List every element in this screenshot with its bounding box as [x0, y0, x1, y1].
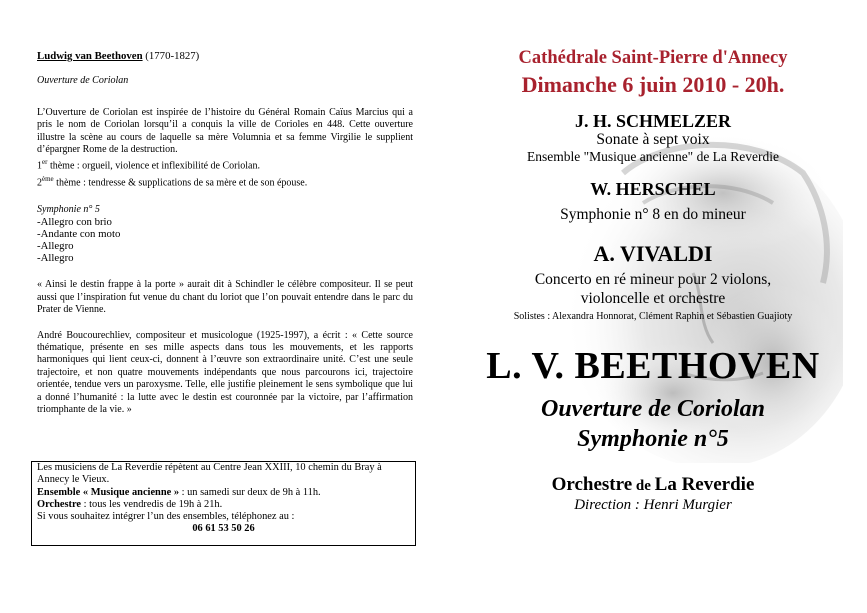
program-notes: [37, 50, 413, 416]
composer-herschel: W. HERSCHEL: [590, 179, 716, 199]
ensemble-name: Ensemble "Musique ancienne" de La Reverdie: [526, 149, 780, 164]
orchestra-times: : tous les vendredis de 19h à 21h.: [81, 498, 223, 510]
work-concerto-line2: violoncelle et orchestre: [580, 290, 726, 307]
composer-beethoven: L. V. BEETHOVEN: [486, 345, 820, 387]
theme-2-text: thème : tendresse & supplications de sa mère et de son épouse.: [53, 177, 308, 189]
movement-item: -Allegro con brio: [37, 216, 112, 229]
composer-schmelzer: J. H. SCHMELZER: [574, 111, 732, 131]
composer-vivaldi: A. VIVALDI: [593, 241, 713, 266]
work-concerto-line1: Concerto en ré mineur pour 2 violons,: [534, 271, 772, 288]
theme-2-num: 2: [37, 177, 42, 189]
work-symphonie-8: Symphonie n° 8 en do mineur: [560, 206, 746, 223]
coriolan-description: L’Ouverture de Coriolan est inspirée de l’histoire du Général Romain Caïus Marcius qui a pris le nom de Coriolan lorsqu’il a conquis la ville de Corioles en 448. Cette ouverture illustre la scène au cours de laquelle sa mère Volumnia et sa femme Virgilie le supplient d’épargner Rome de la destruction.: [37, 106, 413, 156]
composer-name: Ludwig van Beethoven: [37, 50, 143, 62]
work-symphonie-5: Symphonie n°5: [577, 426, 729, 452]
ensemble-schedule: [37, 487, 410, 499]
composer-dates: (1770-1827): [142, 50, 200, 62]
rehearsal-notice-box: [31, 461, 416, 546]
theme-1-num: 1: [37, 160, 42, 172]
concert-poster: [463, 38, 843, 578]
theme-1-sup: er: [42, 158, 48, 167]
orchestra-label: Orchestre: [37, 498, 82, 510]
boucourechliev-quote: André Boucourechliev, compositeur et musicologue (1925-1997), a écrit : « Cette source thématique, présente en ses mille aspects dans tous les mouvements, et les rapports harmoniques qui lient ceux-ci, donnent à l’œuvre son extraordinaire unité. C’est une seule trajectoire, et non quatre mouvements indépendants que nous parcourons ici, trajectoire orientée, tendue vers un paroxysme. Telle, elle justifie pleinement le sens symbolique que lui a donné l’humanité : la lutte avec le destin est couronnée par la victoire, par l’affirmation triomphante de la vie. »: [37, 329, 413, 415]
destiny-quote: « Ainsi le destin frappe à la porte » aurait dit à Schindler le célèbre compositeur. Il se peut aussi que l’inspiration fut venue du chant du loriot que l’on pouvait entendre dans le parc du Prater de Vienne.: [37, 279, 413, 316]
join-invitation: Si vous souhaitez intégrer l’un des ensembles, téléphonez au :: [37, 511, 295, 523]
theme-1-text: thème : orgueil, violence et inflexibilité de Coriolan.: [47, 160, 260, 172]
orchestra-word: Orchestre: [551, 474, 633, 495]
movement-item: -Andante con moto: [37, 228, 121, 241]
conductor: Direction : Henri Murgier: [574, 497, 732, 513]
composer-heading: [37, 50, 413, 62]
orchestra-reverdie: La Reverdie: [654, 474, 755, 495]
theme-1: [37, 156, 413, 173]
work-sonate: Sonate à sept voix: [596, 131, 710, 148]
theme-2: [37, 173, 413, 190]
work-ouverture: Ouverture de Coriolan: [540, 396, 765, 422]
work-title-coriolan: Ouverture de Coriolan: [37, 75, 129, 87]
movement-item: -Allegro: [37, 240, 74, 253]
rehearsal-location: Les musiciens de La Reverdie répètent au Centre Jean XXIII, 10 chemin du Bray à Annecy le Vieux.: [37, 462, 382, 486]
soloists: Solistes : Alexandra Honnorat, Clément Raphin et Sébastien Guajioty: [513, 311, 793, 322]
theme-2-sup: ème: [42, 175, 54, 184]
orchestra-schedule: [37, 499, 410, 511]
concert-venue: Cathédrale Saint-Pierre d'Annecy: [518, 48, 788, 68]
concert-date: Dimanche 6 juin 2010 - 20h.: [521, 72, 785, 97]
ensemble-times: : un samedi sur deux de 9h à 11h.: [179, 486, 321, 498]
orchestra-de: de: [632, 478, 655, 494]
ensemble-label: Ensemble « Musique ancienne »: [37, 486, 180, 498]
movement-item: -Allegro: [37, 252, 74, 265]
phone-number: 06 61 53 50 26: [192, 523, 255, 535]
work-title-symphony: Symphonie n° 5: [37, 203, 100, 215]
orchestra-name: [463, 474, 843, 496]
